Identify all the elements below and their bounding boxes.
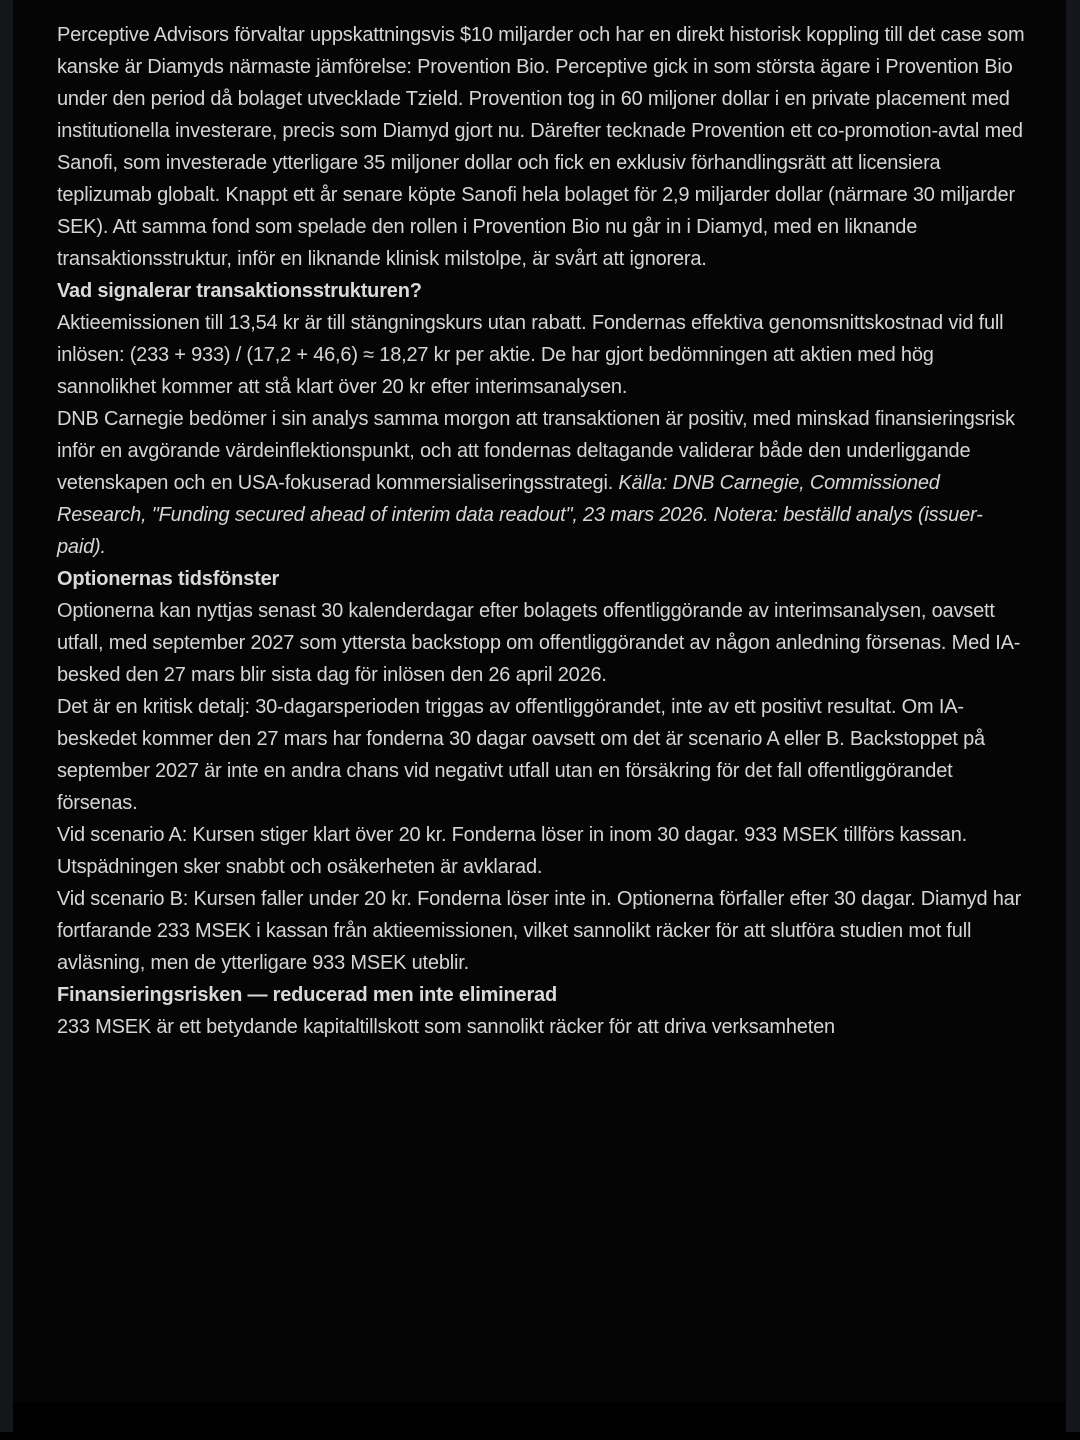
financing-paragraph-1: 233 MSEK är ett betydande kapitaltillskott som sannolikt räcker för att driva verksamheten: [57, 1016, 835, 1038]
intro-paragraph: Perceptive Advisors förvaltar uppskattningsvis $10 miljarder och har en direkt historisk koppling till det case som kanske är Diamyds närmaste jämförelse: Provention Bio. Perceptive gick in som största ägare i Provention Bio under den period då bolaget utvecklade Tzield. Provention tog in 60 miljoner dollar i en private placement med institutionella investerare, precis som Diamyd gjort nu. Därefter tecknade Provention ett co-promotion-avtal med Sanofi, som investerade ytterligare 35 miljoner dollar och fick en exklusiv förhandlingsrätt att licensiera teplizumab globalt. Knappt ett år senare köpte Sanofi hela bolaget för 2,9 miljarder dollar (närmare 30 miljarder SEK). Att samma fond som spelade den rollen i Provention Bio nu går in i Diamyd, med en liknande transaktionsstruktur, inför en liknande klinisk milstolpe, är svårt att ignorera.: [57, 24, 1025, 270]
right-edge-strip: [1066, 0, 1080, 1432]
left-edge-strip: [0, 0, 13, 1432]
transaction-paragraph-2: [57, 403, 1025, 563]
article-body: [57, 19, 1025, 1043]
transaction-paragraph-1: Aktieemissionen till 13,54 kr är till stängningskurs utan rabatt. Fondernas effektiva genomsnittskostnad vid full inlösen: (233 + 933) / (17,2 + 46,6) ≈ 18,27 kr per aktie. De har gjort bedömningen att aktien med hög sannolikhet kommer att stå klart över 20 kr efter interimsanalysen.: [57, 312, 1004, 398]
options-paragraph-1: Optionerna kan nyttjas senast 30 kalenderdagar efter bolagets offentliggörande av interimsanalysen, oavsett utfall, med september 2027 som yttersta backstopp om offentliggörandet av någon anledning försenas. Med IA-besked den 27 mars blir sista dag för inlösen den 26 april 2026.: [57, 600, 1021, 686]
scenario-b-paragraph: Vid scenario B: Kursen faller under 20 kr. Fonderna löser inte in. Optionerna förfaller efter 30 dagar. Diamyd har fortfarande 233 MSEK i kassan från aktieemissionen, vilket sannolikt räcker för att slutföra studien mot full avläsning, men de ytterligare 933 MSEK uteblir.: [57, 888, 1022, 974]
section-heading-financing-risk: Finansieringsrisken — reducerad men inte eliminerad: [57, 984, 557, 1006]
source-citation-italic: Källa: DNB Carnegie, Commissioned Research, "Funding secured ahead of interim data readout", 23 mars 2026. Notera: beställd analys (issuer-paid).: [57, 472, 983, 558]
scenario-a-paragraph: Vid scenario A: Kursen stiger klart över 20 kr. Fonderna löser in inom 30 dagar. 933 MSEK tillförs kassan. Utspädningen sker snabbt och osäkerheten är avklarad.: [57, 824, 968, 878]
options-paragraph-2: Det är en kritisk detalj: 30-dagarsperioden triggas av offentliggörandet, inte av ett positivt resultat. Om IA-beskedet kommer den 27 mars har fonderna 30 dagar oavsett om det är scenario A eller B. Backstoppet på september 2027 är inte en andra chans vid negativt utfall utan en försäkring för det fall offentliggörandet försenas.: [57, 696, 985, 814]
bottom-black-area: [0, 1432, 1080, 1440]
section-heading-options-window: Optionernas tidsfönster: [57, 568, 280, 590]
section-heading-transaction-structure: Vad signalerar transaktionsstrukturen?: [57, 280, 422, 302]
transaction-paragraph-2-text: DNB Carnegie bedömer i sin analys samma morgon att transaktionen är positiv, med minskad finansieringsrisk inför en avgörande värdeinflektionspunkt, och att fondernas deltagande validerar både den underliggande vetenskapen och en USA-fokuserad kommersialiseringsstrategi.: [57, 408, 1015, 494]
